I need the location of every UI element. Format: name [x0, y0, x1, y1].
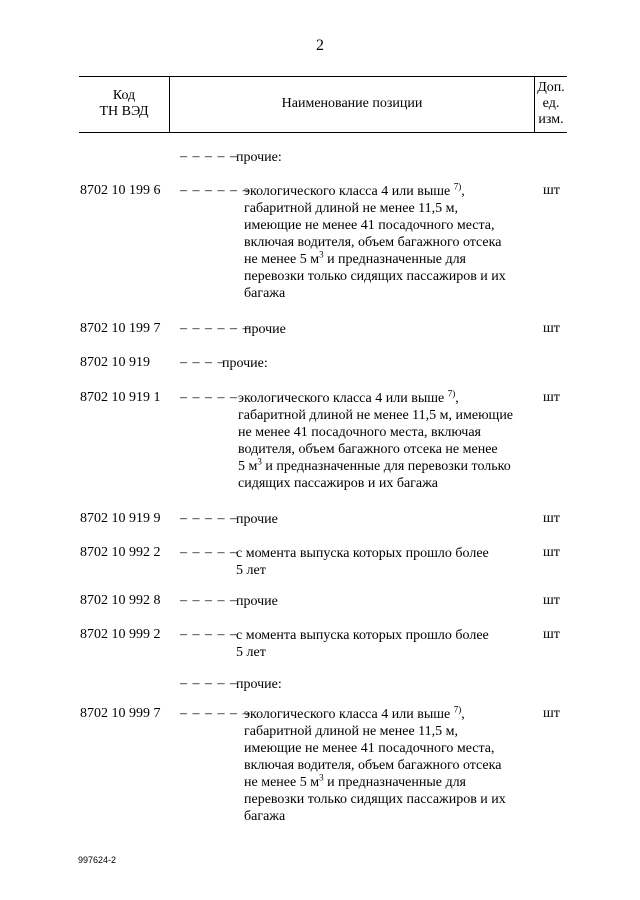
row-1-name: экологического класса 4 или выше $^{7)}$, габаритной длиной не менее 11,5 м, имеющие не менее 41 посадочного места, включая водителя, объем багажного отсека не менее 5 $м^3$ и предназначенные для перевозки только сидящих пассажиров и их багажа: [244, 183, 534, 302]
row-8-name-line: 5 лет: [236, 645, 266, 660]
row-10-name-line: имеющие не менее 41 посадочного места,: [244, 741, 495, 756]
row-4-unit: шт: [543, 390, 560, 405]
row-4-name-line: сидящих пассажиров и их багажа: [238, 476, 438, 491]
row-4-dash: – – – – –: [180, 390, 238, 405]
row-2-name-line: прочие: [244, 322, 286, 337]
row-4-name: экологического класса 4 или выше $^{7)}$, габаритной длиной не менее 11,5 м, имеющие не менее 41 посадочного места, включая водителя, объем багажного отсека не менее 5 $м^3$ и предназначенные для перевозки только сидящих пассажиров и их багажа: [238, 390, 538, 492]
cube-superscript: 3: [257, 456, 262, 467]
header-unit-line1: Доп.: [537, 80, 565, 95]
row-10-name-line: экологического класса 4 или выше: [244, 707, 451, 722]
row-1-code: 8702 10 199 6: [80, 183, 161, 198]
row-7-unit: шт: [543, 593, 560, 608]
row-0-name-line: прочие:: [236, 150, 282, 165]
row-6-name: [236, 545, 489, 579]
row-10-name-line: включая водителя, объем багажного отсека: [244, 758, 502, 773]
row-0-dash: – – – – –: [180, 149, 238, 164]
row-4-name-line: и предназначенные для перевозки только: [261, 459, 511, 474]
row-8-unit: шт: [543, 627, 560, 642]
header-code-line2: ТН ВЭД: [99, 104, 149, 119]
row-5-unit: шт: [543, 511, 560, 526]
row-4-name-line: экологического класса 4 или выше: [238, 391, 445, 406]
row-10-code: 8702 10 999 7: [80, 706, 161, 721]
row-2-code: 8702 10 199 7: [80, 321, 161, 336]
row-6-name-line: 5 лет: [236, 563, 266, 578]
header-unit: [535, 76, 567, 132]
row-10-name-line: не менее 5 м: [244, 775, 320, 790]
row-1-name-line: перевозки только сидящих пассажиров и их: [244, 269, 506, 284]
row-8-dash: – – – – –: [180, 627, 238, 642]
row-8-name: [236, 627, 489, 661]
footnote-ref: 7): [447, 388, 456, 399]
row-6-code: 8702 10 992 2: [80, 545, 161, 560]
row-9-name-line: прочие:: [236, 677, 282, 692]
row-10-unit: шт: [543, 706, 560, 721]
row-1-name-line: габаритной длиной не менее 11,5 м,: [244, 201, 459, 216]
document-footer-code: 997624-2: [78, 855, 117, 865]
row-7-code: 8702 10 992 8: [80, 593, 161, 608]
row-8-code: 8702 10 999 2: [80, 627, 161, 642]
row-1-unit: шт: [543, 183, 560, 198]
row-7-name-line: прочие: [236, 594, 278, 609]
row-6-dash: – – – – –: [180, 545, 238, 560]
cube-superscript: 3: [319, 772, 324, 783]
header-code-line1: Код: [112, 88, 136, 103]
row-4-name-line: 5 м: [238, 459, 258, 474]
row-3-name-line: прочие:: [222, 356, 268, 371]
row-7-name: [236, 593, 278, 610]
row-1-name-line: имеющие не менее 41 посадочного места,: [244, 218, 495, 233]
row-3-name: [222, 355, 268, 372]
row-6-unit: шт: [543, 545, 560, 560]
row-1-name-line: и предназначенные для: [323, 252, 466, 267]
row-4-code: 8702 10 919 1: [80, 390, 161, 405]
row-1-name-line: включая водителя, объем багажного отсека: [244, 235, 502, 250]
row-1-name-line: не менее 5 м: [244, 252, 320, 267]
row-2-name: [244, 321, 286, 338]
row-6-name-line: с момента выпуска которых прошло более: [236, 546, 489, 561]
cube-superscript: 3: [319, 249, 324, 260]
row-2-dash: – – – – – –: [180, 321, 251, 336]
header-bottom-rule: [79, 132, 567, 133]
header-unit-line3: изм.: [538, 112, 564, 127]
row-10-name-line: багажа: [244, 809, 286, 824]
row-10-dash: – – – – – –: [180, 706, 251, 721]
row-5-name-line: прочие: [236, 512, 278, 527]
row-5-name: [236, 511, 278, 528]
row-1-dash: – – – – – –: [180, 183, 251, 198]
row-7-dash: – – – – –: [180, 593, 238, 608]
row-9-name: [236, 676, 282, 693]
header-code: [79, 76, 169, 132]
row-10-name-line: перевозки только сидящих пассажиров и их: [244, 792, 506, 807]
footnote-ref: 7): [453, 181, 462, 192]
header-unit-line2: ед.: [542, 96, 560, 111]
row-4-name-line: габаритной длиной не менее 11,5 м, имеющие: [238, 408, 514, 423]
row-1-name-line: багажа: [244, 286, 286, 301]
row-5-dash: – – – – –: [180, 511, 238, 526]
row-1-name-line: экологического класса 4 или выше: [244, 184, 451, 199]
row-3-dash: – – – –: [180, 355, 226, 370]
row-4-name-line: водителя, объем багажного отсека не менее: [238, 442, 498, 457]
row-5-code: 8702 10 919 9: [80, 511, 161, 526]
page-number: 2: [316, 37, 324, 54]
row-0-name: [236, 149, 282, 166]
footnote-ref: 7): [453, 704, 462, 715]
row-10-name-line: габаритной длиной не менее 11,5 м,: [244, 724, 459, 739]
row-3-code: 8702 10 919: [80, 355, 150, 370]
header-name: Наименование позиции: [281, 96, 423, 111]
row-4-name-line: не менее 41 посадочного места, включая: [238, 425, 481, 440]
row-2-unit: шт: [543, 321, 560, 336]
row-10-name: экологического класса 4 или выше $^{7)}$, габаритной длиной не менее 11,5 м, имеющие не менее 41 посадочного места, включая водителя, объем багажного отсека не менее 5 $м^3$ и предназначенные для перевозки только сидящих пассажиров и их багажа: [244, 706, 534, 825]
row-10-name-line: и предназначенные для: [323, 775, 466, 790]
row-9-dash: – – – – –: [180, 676, 238, 691]
row-8-name-line: с момента выпуска которых прошло более: [236, 628, 489, 643]
